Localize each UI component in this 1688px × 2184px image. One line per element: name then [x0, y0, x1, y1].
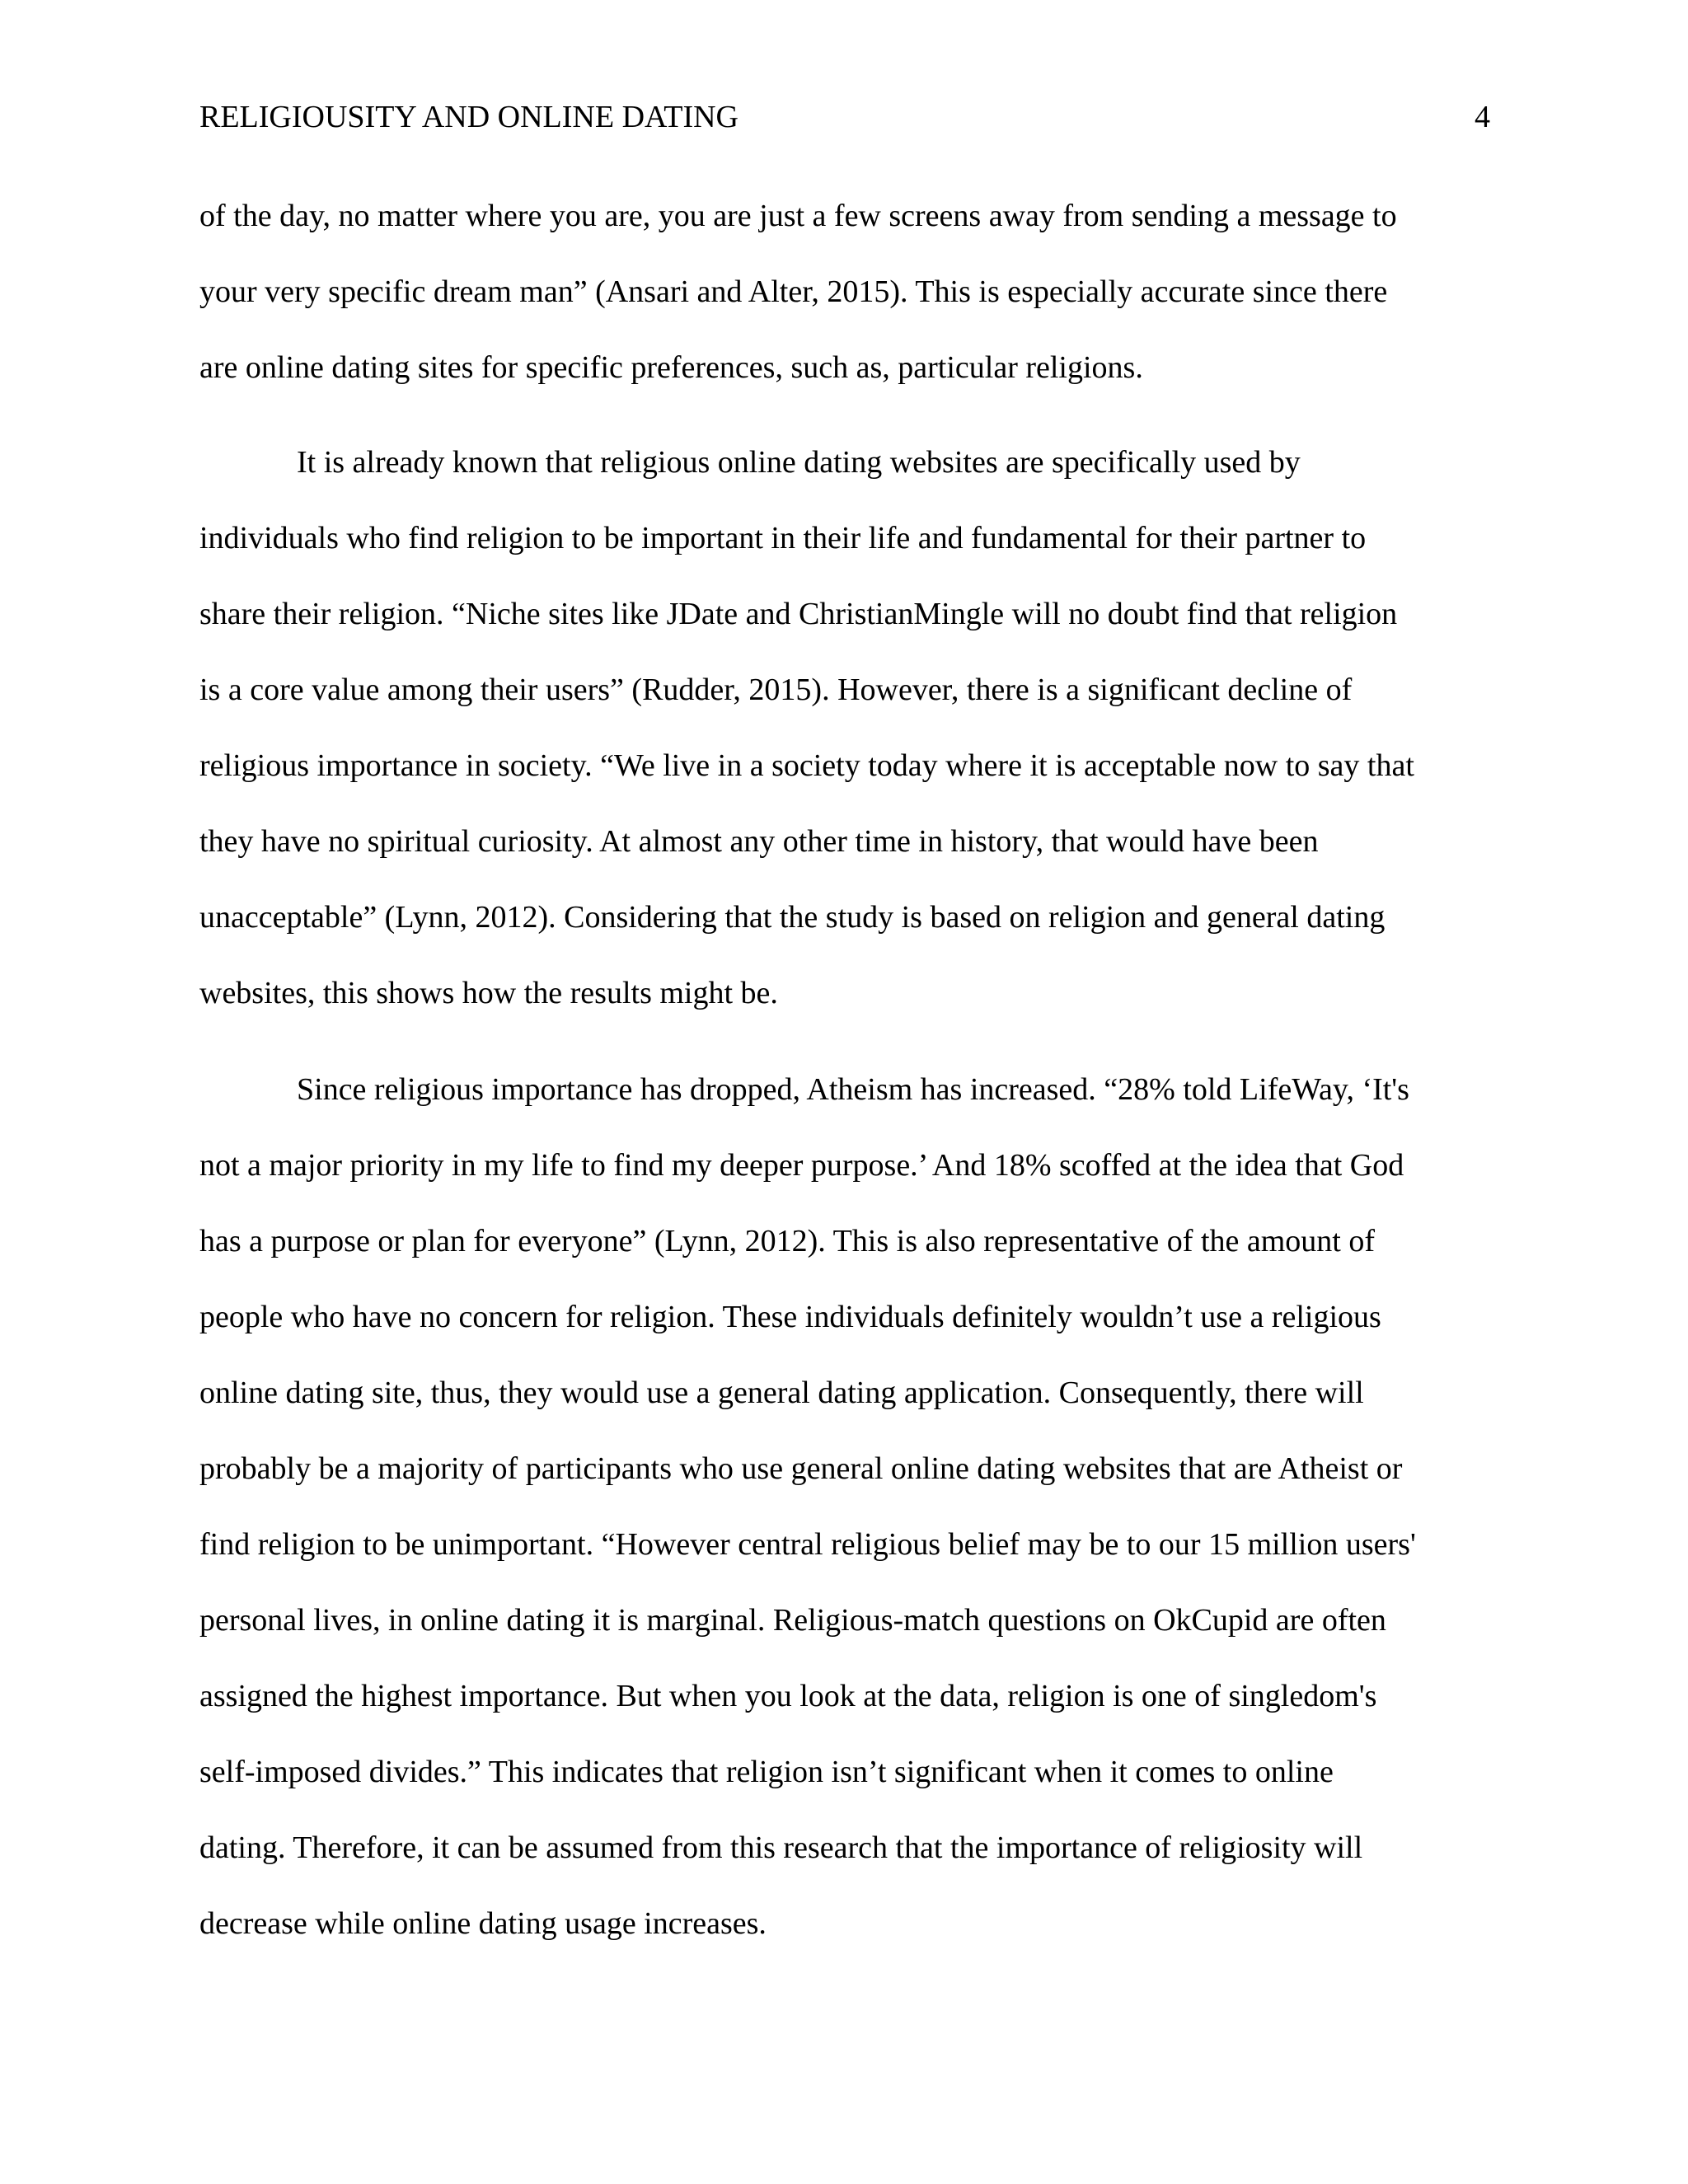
body-line: are online dating sites for specific preferences, such as, particular religions. [199, 350, 1143, 385]
body-line: personal lives, in online dating it is marginal. Religious-match questions on OkCupid are often [199, 1603, 1386, 1638]
body-line: online dating site, thus, they would use a general dating application. Consequently, there will [199, 1376, 1364, 1410]
body-line: of the day, no matter where you are, you are just a few screens away from sending a message to [199, 199, 1397, 233]
body-line: is a core value among their users” (Rudder, 2015). However, there is a significant decline of [199, 673, 1353, 707]
body-line: your very specific dream man” (Ansari and Alter, 2015). This is especially accurate since there [199, 274, 1388, 309]
body-line: religious importance in society. “We live in a society today where it is acceptable now to say that [199, 748, 1414, 783]
body-line: not a major priority in my life to find my deeper purpose.’ And 18% scoffed at the idea that God [199, 1148, 1404, 1183]
body-line: decrease while online dating usage increases. [199, 1906, 767, 1941]
body-line: websites, this shows how the results might be. [199, 976, 778, 1010]
body-line: find religion to be unimportant. “However central religious belief may be to our 15 million users' [199, 1527, 1416, 1562]
running-head: RELIGIOUSITY AND ONLINE DATING [199, 100, 738, 134]
body-line: share their religion. “Niche sites like JDate and ChristianMingle will no doubt find that religion [199, 597, 1398, 631]
body-line: assigned the highest importance. But when you look at the data, religion is one of singledom's [199, 1679, 1377, 1713]
body-line: probably be a majority of participants who use general online dating websites that are Atheist or [199, 1451, 1403, 1486]
paragraph-first-line: It is already known that religious online dating websites are specifically used by [297, 445, 1301, 480]
body-line: self-imposed divides.” This indicates that religion isn’t significant when it comes to online [199, 1755, 1334, 1789]
page-number: 4 [1475, 100, 1490, 134]
body-line: dating. Therefore, it can be assumed from this research that the importance of religiosity will [199, 1830, 1363, 1865]
body-line: people who have no concern for religion. These individuals definitely wouldn’t use a religious [199, 1300, 1381, 1334]
body-line: they have no spiritual curiosity. At almost any other time in history, that would have been [199, 824, 1319, 859]
body-line: has a purpose or plan for everyone” (Lynn, 2012). This is also representative of the amount of [199, 1224, 1376, 1258]
paragraph-first-line: Since religious importance has dropped, Atheism has increased. “28% told LifeWay, ‘It's [297, 1072, 1409, 1107]
body-line: individuals who find religion to be important in their life and fundamental for their partner to [199, 521, 1367, 555]
body-line: unacceptable” (Lynn, 2012). Considering that the study is based on religion and general dating [199, 900, 1386, 935]
